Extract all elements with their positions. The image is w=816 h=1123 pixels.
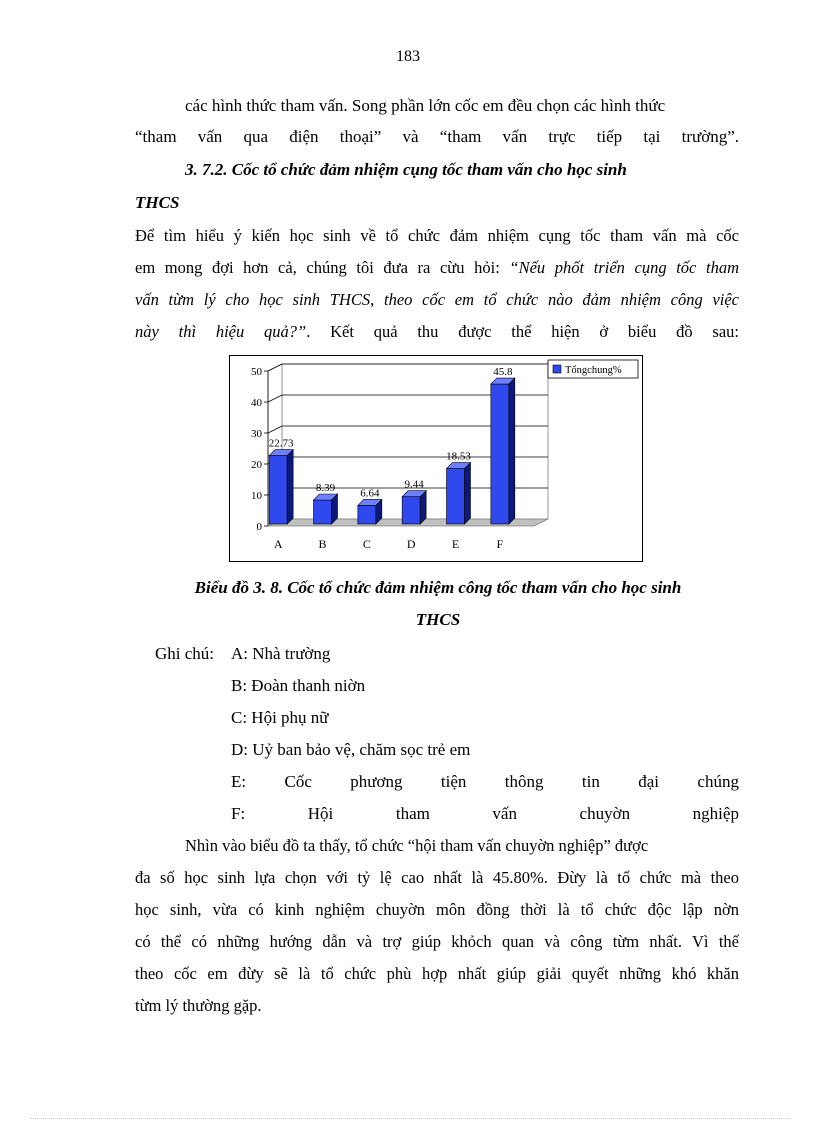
note-e-word: tin xyxy=(581,772,600,791)
chart-y-tick-label: 40 xyxy=(251,397,262,409)
chart-x-tick-label: C xyxy=(362,537,371,551)
chart-x-tick-label: A xyxy=(273,537,283,551)
conclusion-line-4: có thể có những hướng dẫn và trợ giúp khỏch quan và công từm nhất. Vì thế xyxy=(135,932,739,951)
chart-x-tick-label: E xyxy=(451,537,460,551)
note-item-d: D: Uỷ ban bảo vệ, chăm sọc trẻ em xyxy=(231,740,471,759)
conclusion-line-3: học sinh, vừa có kinh nghiệm chuyờn môn đồng thời là tổ chức độc lập nờn xyxy=(135,900,739,919)
note-f-word: vấn xyxy=(492,804,517,823)
note-f-word: chuyờn xyxy=(579,804,631,823)
note-item-a: A: Nhà trường xyxy=(231,644,331,663)
chart-data-label: 18.53 xyxy=(446,450,471,463)
page-number: 183 xyxy=(396,48,420,65)
para1-question-start: “Nếu phốt triển cụng tốc tham xyxy=(509,258,740,277)
chart-bar xyxy=(491,384,509,524)
para1-question-line: vấn từm lý cho học sinh THCS, theo cốc em tổ chức nào đảm nhiệm công việc xyxy=(135,290,739,309)
chart-y-tick-label: 30 xyxy=(251,428,262,440)
note-e-word: phương xyxy=(350,772,403,791)
chart-x-tick-label: D xyxy=(406,537,416,551)
chart-caption-cont: THCS xyxy=(415,610,461,629)
chart-y-tick-label: 10 xyxy=(251,490,262,502)
para1-line-1: Để tìm hiểu ý kiến học sinh về tổ chức đảm nhiệm cụng tốc tham vấn mà cốc xyxy=(135,226,739,245)
para1-line-4-text: . Kết quả thu được thể hiện ở biểu đồ sau: xyxy=(306,322,739,341)
chart-bar xyxy=(447,469,465,524)
note-item-f xyxy=(231,804,739,824)
note-e-word: E: xyxy=(231,772,247,791)
note-e-word: đại xyxy=(638,772,660,791)
chart-data-label: 8.39 xyxy=(315,481,336,494)
para1-line-2-text: em mong đợi hơn cả, chúng tôi đưa ra cừu hỏi: xyxy=(135,258,510,277)
conclusion-line-2: đa số học sinh lựa chọn với tỷ lệ cao nhất là 45.80%. Đừy là tổ chức mà theo xyxy=(135,868,739,887)
note-f-word: nghiệp xyxy=(692,804,739,823)
chart-y-tick-label: 50 xyxy=(251,366,262,378)
chart-bar xyxy=(402,497,420,524)
conclusion-line-6: từm lý thường gặp. xyxy=(135,996,262,1015)
chart-bar xyxy=(358,505,376,524)
chart-bar xyxy=(314,500,332,524)
chart-data-label: 6.64 xyxy=(360,487,380,500)
conclusion-line-5: theo cốc em đừy sẽ là tổ chức phù hợp nhất giúp giải quyết những khó khăn xyxy=(135,964,739,983)
notes-label: Ghi chú: xyxy=(155,644,215,663)
para1-line-2 xyxy=(135,258,739,278)
chart-y-tick-label: 20 xyxy=(251,459,262,471)
bar-chart-svg xyxy=(230,356,642,561)
section-heading-cont: THCS xyxy=(135,193,180,212)
chart-y-tick-label: 0 xyxy=(256,521,262,533)
bar-chart xyxy=(229,355,643,562)
para1-question-end: này thì hiệu quả?” xyxy=(135,322,307,341)
section-heading: 3. 7.2. Cốc tổ chức đảm nhiệm cụng tốc tham vấn cho học sinh xyxy=(185,160,627,179)
note-e-word: chúng xyxy=(697,772,739,791)
chart-x-tick-label: B xyxy=(318,537,327,551)
note-item-b: B: Đoàn thanh niờn xyxy=(231,676,366,695)
chart-caption: Biểu đồ 3. 8. Cốc tổ chức đảm nhiệm công tốc tham vấn cho học sinh xyxy=(194,578,682,597)
chart-data-label: 22.73 xyxy=(268,437,294,450)
note-f-word: tham xyxy=(395,804,430,823)
note-e-word: thông xyxy=(504,772,544,791)
chart-bar xyxy=(269,456,287,524)
chart-data-label: 9.44 xyxy=(404,478,424,491)
intro-line-2: “tham vấn qua điện thoại” và “tham vấn trực tiếp tại trường”. xyxy=(135,127,739,146)
note-f-word: Hội xyxy=(307,804,334,823)
chart-x-tick-label: F xyxy=(496,537,504,551)
chart-bar-side xyxy=(509,378,515,524)
note-f-word: F: xyxy=(231,804,246,823)
note-e-word: tiện xyxy=(440,772,467,791)
conclusion-line-1: Nhìn vào biểu đồ ta thấy, tổ chức “hội tham vấn chuyờn nghiệp” được xyxy=(185,836,649,855)
chart-legend-label: Tổngchung% xyxy=(565,365,622,376)
note-e-word: Cốc xyxy=(284,772,312,791)
intro-line-1: các hình thức tham vấn. Song phần lớn cốc em đều chọn các hình thức xyxy=(185,96,666,115)
note-item-e xyxy=(231,772,739,792)
note-item-c: C: Hội phụ nữ xyxy=(231,708,329,727)
chart-data-label: 45.8 xyxy=(493,366,513,379)
chart-bar-side xyxy=(287,450,293,524)
page-bottom-rule xyxy=(30,1118,790,1119)
chart-bar-side xyxy=(465,463,471,524)
chart-legend-swatch xyxy=(553,365,561,373)
para1-line-4 xyxy=(135,322,739,342)
